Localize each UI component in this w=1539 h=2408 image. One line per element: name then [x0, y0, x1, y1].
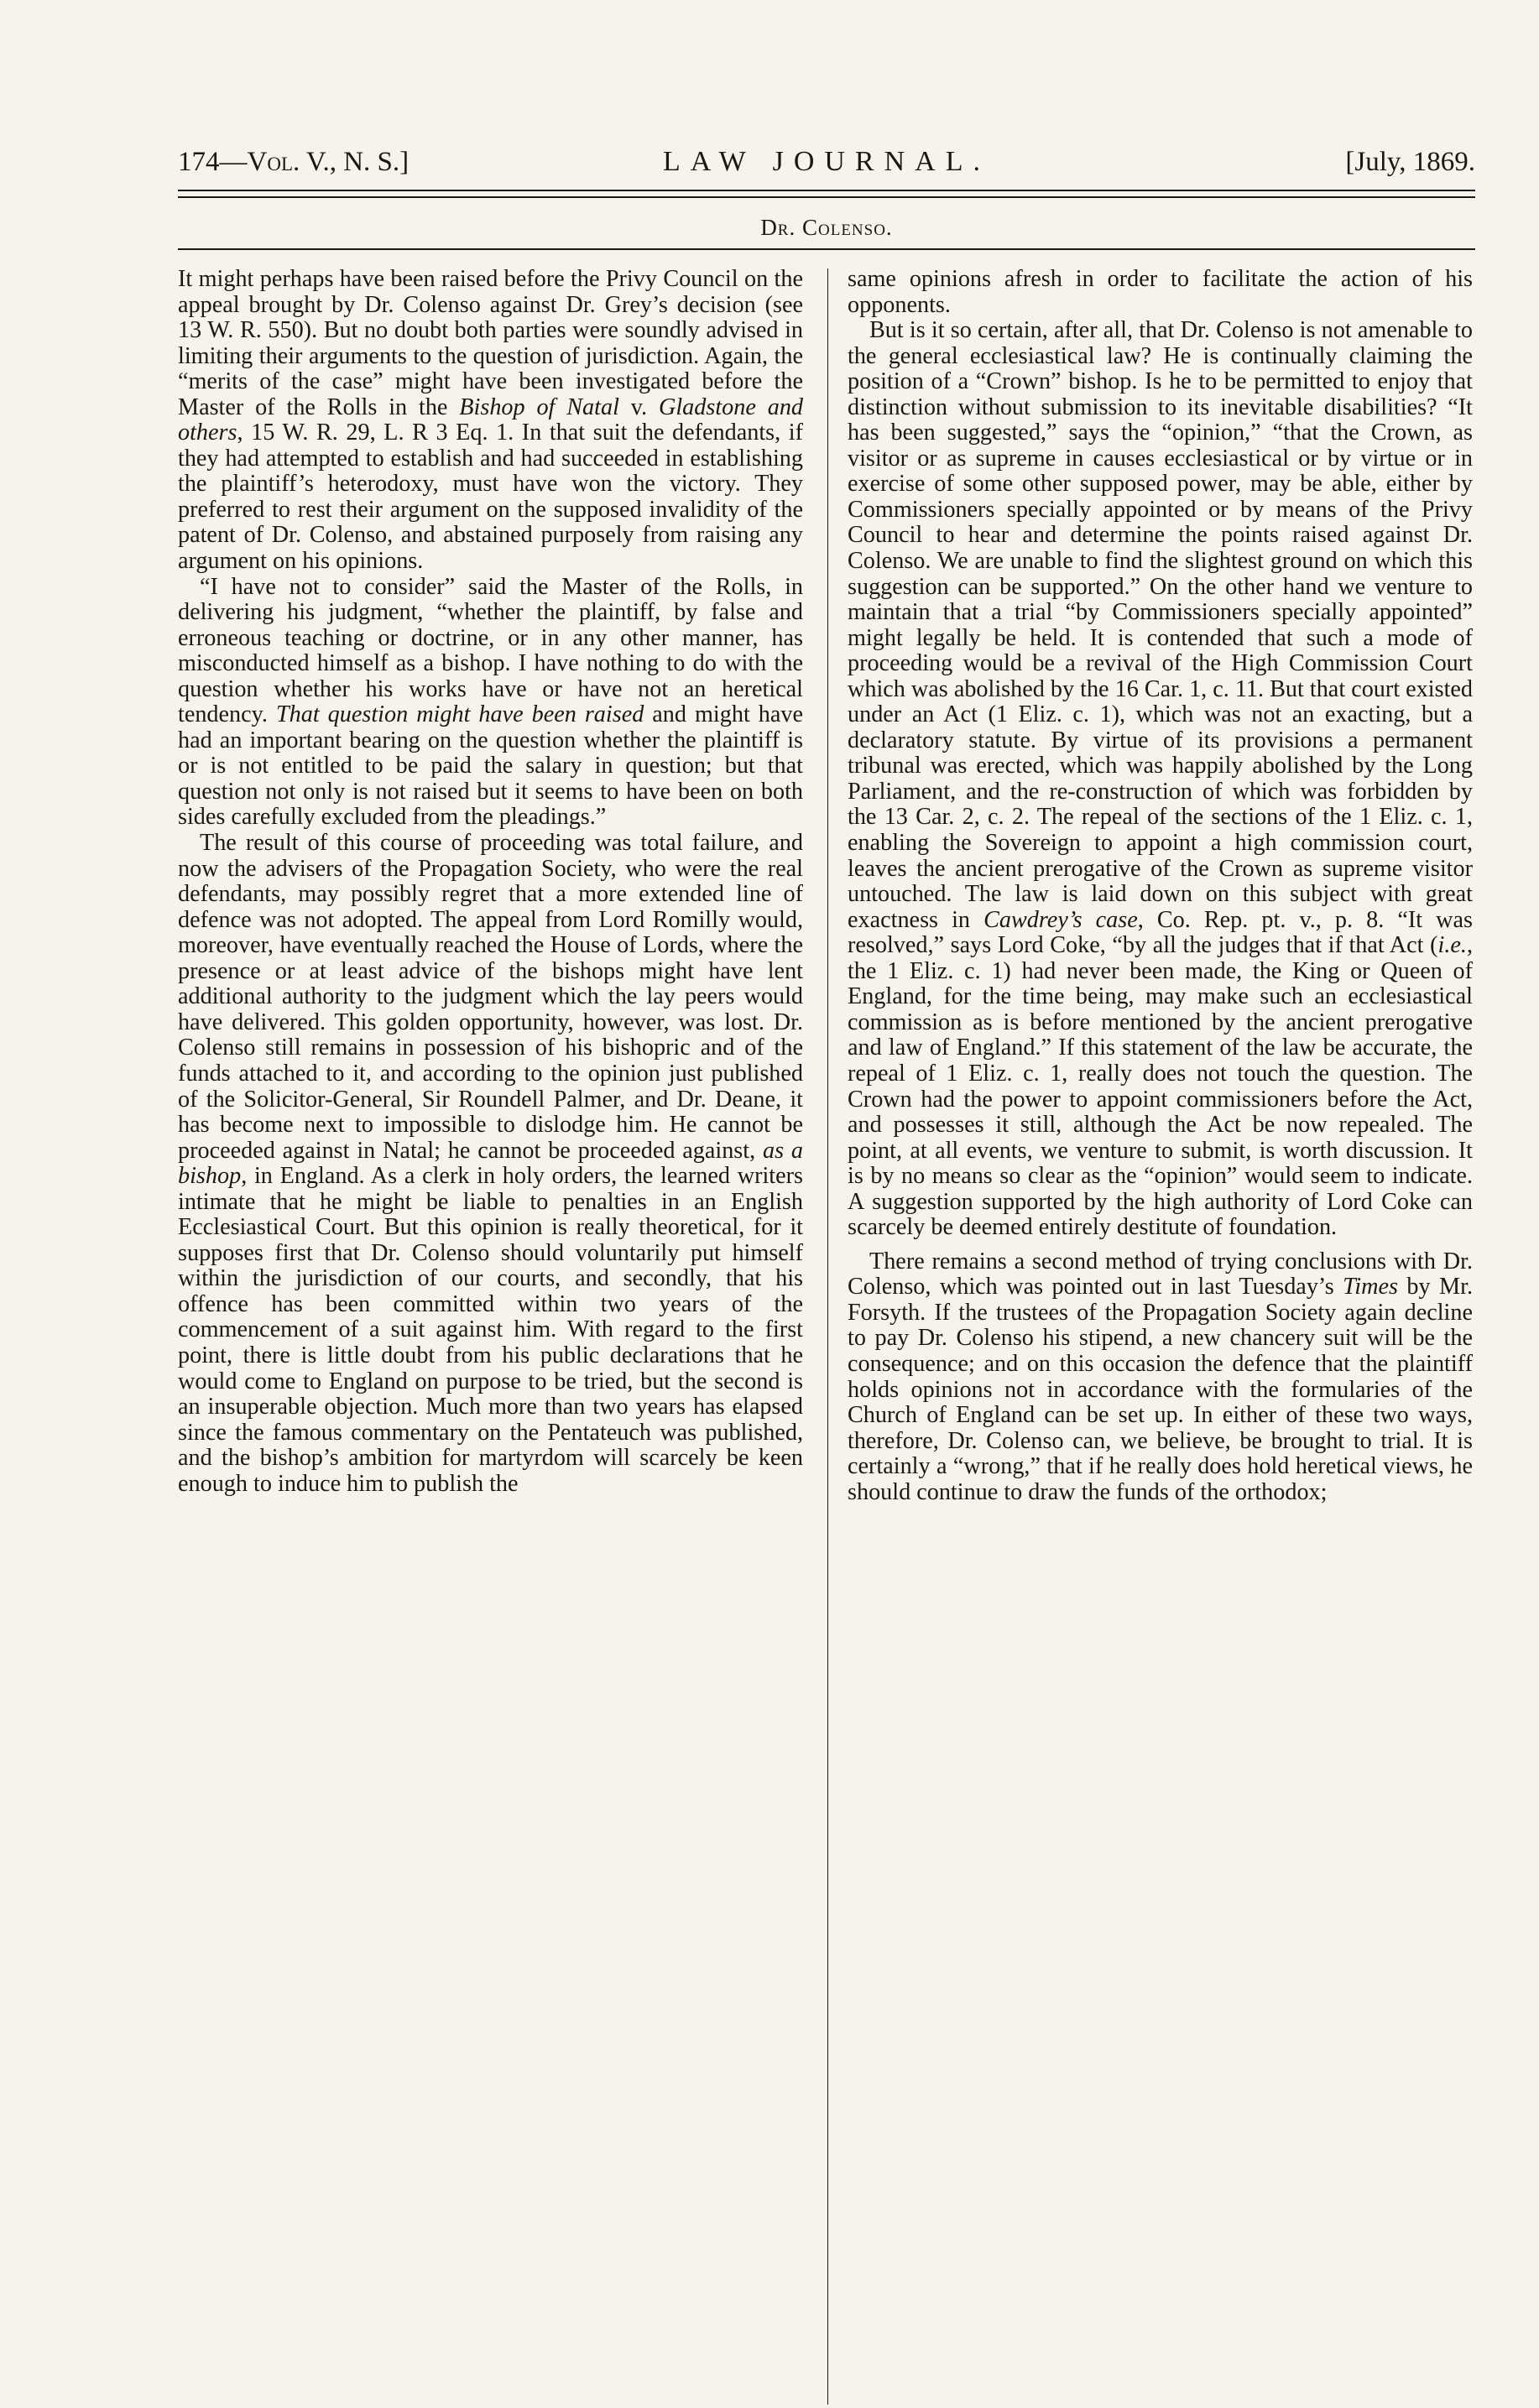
paragraph [178, 831, 803, 1497]
italic-text: Bishop of Natal [459, 394, 619, 420]
text-run: The result of this course of proceeding was total failure, and now the advisers of the Propagation Society, who were the real defendants, may possibly regret that a more extended line of defence was not adopted. The appeal from Lord Romilly would, moreover, have eventually reached the House of Lords, where the presence or at least advice of the bishops might have lent additional authority to the judgment which the lay peers would have delivered. This golden opportunity, however, was lost. Dr. Colenso still remains in possession of his bishopric and of the funds attached to it, and according to the opinion just published of the Solicitor-General, Sir Roundell Palmer, and Dr. Deane, it has become next to impossible to dislodge him. He cannot be proceeded against in Natal; he cannot be proceeded against, [178, 830, 803, 1164]
italic-text: i.e. [1437, 932, 1467, 959]
text-run: It might perhaps have been raised before the Privy Council on the appeal brought by Dr. Colenso against Dr. Grey’s decision (see 13 W. R. 550). But no doubt both parties were soundly advised in limiting their arguments to the question of jurisdiction. Again, the “merits of the case” might have been investigated before the Master of the Rolls in the [178, 266, 803, 420]
page-number-volume: 174—Vol. V., N. S.] [178, 147, 410, 177]
text-run: But is it so certain, after all, that Dr. Colenso is not amenable to the general ecclesiastical law? He is continually claiming the position of a “Crown” bishop. Is he to be permitted to enjoy that distinction without submission to its inevitable disabilities? “It has been suggested,” says the “opinion,” “that the Crown, as visitor or as supreme in causes ecclesiastical or by virtue or in exercise of some other supposed power, may be able, either by Commissioners specially appointed or by means of the Privy Council to hear and determine the points raised against Dr. Colenso. We are unable to find the slightest ground on which this suggestion can be supported.” On the other hand we venture to maintain that a trial “by Commissioners specially appointed” might legally be held. It is contended that such a mode of proceeding would be a revival of the High Commission Court which was abolished by the 16 Car. 1, c. 11. But that court existed under an Act (1 Eliz. c. 1), which was not an exacting, but a declaratory statute. By virtue of its provisions a permanent tribunal was erected, which was happily abolished by the Long Parliament, and the re-construction of which was forbidden by the 13 Car. 2, c. 2. The repeal of the sections of the 1 Eliz. c. 1, enabling the Sovereign to appoint a high commission court, leaves the ancient prerogative of the Crown as supreme visitor untouched. The law is laid down on this subject with great exactness in [848, 317, 1473, 933]
text-run: same opinions afresh in order to facilitate the action of his opponents. [848, 266, 1473, 318]
issue-date: [July, 1869. [1345, 147, 1475, 177]
italic-text: as a bishop [178, 1137, 803, 1190]
text-run: v. [618, 394, 659, 420]
italic-text: Times [1343, 1274, 1398, 1300]
paragraph [848, 1249, 1473, 1505]
text-run: , in England. As a clerk in holy orders, the learned writers intimate that he might be liable to penalties in an English Ecclesiastical Court. But this opinion is really theoretical, for it supposes first that Dr. Colenso should voluntarily put himself within the jurisdiction of our courts, and secondly, that his offence has been committed within two years of the commencement of a suit against him. With regard to the first point, there is little doubt from his public declarations that he would come to England on purpose to be tried, but the second is an insuperable objection. Much more than two years has elapsed since the famous commentary on the Pentateuch was published, and the bishop’s ambition for martyrdom will scarcely be keen enough to induce him to publish the [178, 1163, 803, 1497]
italic-text: Cawdrey’s case [983, 906, 1138, 933]
paragraph [848, 318, 1473, 1241]
running-head [178, 141, 1475, 183]
text-run: There remains a second method of trying conclusions with Dr. Colenso, which was pointed out in last Tuesday’s [848, 1248, 1473, 1300]
right-column [848, 267, 1473, 1505]
section-rule [178, 248, 1475, 250]
paragraph [848, 267, 1473, 318]
text-run: , Co. Rep. pt. v., p. 8. “It was resolved,” says Lord Coke, “by all the judges that if that Act ( [848, 906, 1473, 959]
italic-text: Gladstone and others [178, 394, 804, 446]
header-double-rule [178, 190, 1475, 198]
text-run: , the 1 Eliz. c. 1) had never been made, the King or Queen of England, for the time being, may make such an ecclesiastical commission as is before mentioned by the ancient prerogative and law of England.” If this statement of the law be accurate, the repeal of 1 Eliz. c. 1, really does not touch the question. The Crown had the power to appoint commissioners before the Act, and possesses it still, although the Act be now repealed. The point, at all events, we venture to submit, is worth discussion. It is by no means so clear as the “opinion” would seem to indicate. A suggestion supported by the high authority of Lord Coke can scarcely be deemed entirely destitute of foundation. [848, 932, 1473, 1241]
text-run: by Mr. Forsyth. If the trustees of the Propagation Society again decline to pay Dr. Colenso his stipend, a new chancery suit will be the consequence; and on this occasion the defence that the plaintiff holds opinions not in accordance with the formularies of the Church of England can be set up. In either of these two ways, therefore, Dr. Colenso can, we believe, be brought to trial. It is certainly a “wrong,” that if he really does hold heretical views, he should continue to draw the funds of the orthodox; [848, 1274, 1473, 1505]
text-run: , 15 W. R. 29, L. R 3 Eq. 1. In that suit the defendants, if they had attempted to establish and had succeeded in establishing the plaintiff’s heterodoxy, must have won the victory. They preferred to rest their argument on the supposed invalidity of the patent of Dr. Colenso, and abstained purposely from raising any argument on his opinions. [178, 420, 803, 575]
journal-title: LAW JOURNAL. [663, 146, 990, 177]
left-column [178, 267, 803, 1497]
text-run: and might have had an important bearing on the question whether the plaintiff is or is not entitled to be paid the salary in question; but that question not only is not raised but it seems to have been on both sides carefully excluded from the pleadings.” [178, 701, 803, 831]
section-title: Dr. Colenso. [760, 215, 893, 240]
italic-text: That question might have been raised [275, 701, 644, 728]
paragraph [178, 267, 803, 575]
paragraph [178, 575, 803, 831]
column-divider [827, 268, 828, 2405]
text-run: “I have not to consider” said the Master of the Rolls, in delivering his judgment, “whether the plaintiff, by false and erroneous teaching or doctrine, or in any other manner, has misconducted himself as a bishop. I have nothing to do with the question whether his works have or have not an heretical tendency. [178, 573, 803, 728]
